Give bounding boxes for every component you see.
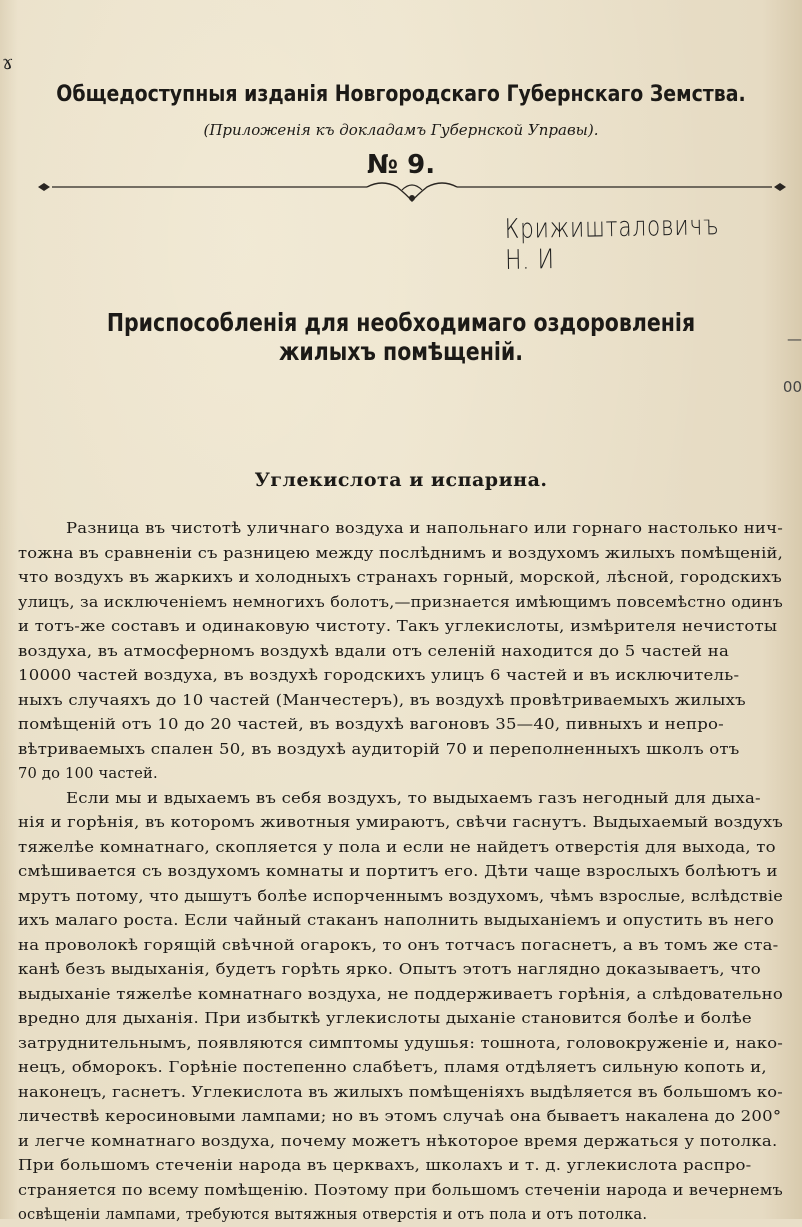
series-subtitle: (Приложенія къ докладамъ Губернской Управы). — [203, 121, 599, 139]
paragraph-line: помѣщеній отъ 10 до 20 частей, въ воздухѣ вагоновъ 35—40, пивныхъ и непро- — [18, 715, 724, 733]
document-title: Приспособленія для необходимаго оздоровленія жилыхъ помѣщеній. — [106, 308, 696, 366]
paragraph-line: 10000 частей воздуха, въ воздухѣ городскихъ улицъ 6 частей и въ исключитель- — [18, 666, 740, 684]
paragraph-line: Если мы и вдыхаемъ въ себя воздухъ, то выдыхаемъ газъ негодный для дыха- — [66, 788, 761, 807]
paragraph-line: вредно для дыханія. При избыткѣ углекислоты дыханіе становится болѣе и болѣе — [18, 1009, 752, 1027]
issue-number: № 9. — [366, 150, 436, 180]
paragraph-line: тожна въ сравненіи съ разницею между послѣднимъ и воздухомъ жилыхъ помѣщеній, — [18, 543, 784, 562]
body-text — [18, 516, 800, 1227]
paragraph-line: воздуха, въ атмосферномъ воздухѣ вдали отъ селеній находится до 5 частей на — [18, 641, 730, 660]
paragraph-line: тяжелѣе комнатнаго, скопляется у пола и если не найдетъ отверстія для выхода, то — [18, 837, 776, 856]
paragraph-line: При большомъ стеченіи народа въ церквахъ, школахъ и т. д. углекислота распро- — [18, 1156, 752, 1174]
paragraph-line: смѣшивается съ воздухомъ комнаты и портитъ его. Дѣти чаще взрослыхъ болѣютъ и — [18, 862, 778, 880]
bleed-through-mark: — — [787, 330, 802, 348]
paragraph-line: вѣтриваемыхъ спален 50, въ воздухѣ аудиторій 70 и переполненныхъ школъ отъ — [18, 739, 740, 758]
paragraph-line: выдыханіе тяжелѣе комнатнаго воздуха, не поддерживаетъ горѣнія, а слѣдовательно — [18, 984, 783, 1003]
paragraph-line: нецъ, обморокъ. Горѣніе постепенно слабѣетъ, пламя отдѣляетъ сильную копоть и, — [18, 1058, 767, 1076]
paragraph-line: канѣ безъ выдыханія, будетъ горѣть ярко. Опытъ этотъ наглядно доказываетъ, что — [18, 960, 761, 978]
paragraph-line: освѣщеніи лампами, требуются вытяжныя отверстія и отъ пола и отъ потолка. — [18, 1205, 648, 1223]
paragraph-line: мрутъ потому, что дышутъ болѣе испорченнымъ воздухомъ, чѣмъ взрослые, вслѣдствіе — [18, 886, 783, 905]
paragraph-line: улицъ, за исключеніемъ немногихъ болотъ,—признается имѣющимъ повсемѣстно одинъ — [18, 592, 783, 611]
paragraph-line: Разница въ чистотѣ уличнаго воздуха и напольнаго или горнаго настолько нич- — [66, 519, 784, 537]
paragraph-line: и тотъ-же составъ и одинаковую чистоту. Такъ углекислоты, измѣрителя нечистоты — [18, 617, 778, 635]
section-heading: Углекислота и испарина. — [254, 469, 548, 491]
paragraph-line: 70 до 100 частей. — [18, 764, 158, 782]
paragraph-line: на проволокѣ горящій свѣчной огарокъ, то онъ тотчасъ погаснетъ, а въ томъ же ста- — [18, 935, 779, 954]
paragraph-line: и легче комнатнаго воздуха, почему можетъ нѣкоторое время держаться у потолка. — [18, 1131, 778, 1150]
paragraph-line: затруднительнымъ, появляются симптомы удушья: тошнота, головокруженіе и, нако- — [18, 1033, 784, 1052]
paragraph-line: страняется по всему помѣщенію. Поэтому при большомъ стеченіи народа и вечернемъ — [18, 1180, 784, 1199]
paragraph-line: личествѣ керосиновыми лампами; но въ этомъ случаѣ она бываетъ накалена до 200° — [18, 1107, 782, 1125]
handwritten-signature: Крижишталовичъ Н. И — [504, 210, 720, 276]
paragraph-line: что воздухъ въ жаркихъ и холодныхъ странахъ горный, морской, лѣсной, городскихъ — [18, 568, 782, 586]
paragraph-line: ихъ малаго роста. Если чайный стаканъ наполнить выдыханіемъ и опустить въ него — [18, 911, 775, 929]
paragraph-line: наконецъ, гаснетъ. Углекислота въ жилыхъ помѣщеніяхъ выдѣляется въ большомъ ко- — [18, 1082, 783, 1101]
paragraph-line: нія и горѣнія, въ которомъ животныя умираютъ, свѣчи гаснутъ. Выдыхаемый воздухъ — [18, 813, 783, 831]
series-title: Общедоступныя изданія Новгородскаго Губернскаго Земства. — [56, 82, 746, 107]
paragraph-line: ныхъ случаяхъ до 10 частей (Манчестеръ), въ воздухѣ провѣтриваемыхъ жилыхъ — [18, 690, 746, 709]
margin-mark: ɤ — [2, 50, 14, 74]
bleed-through-mark: 00 — [782, 378, 802, 396]
ornament-divider-icon — [32, 178, 792, 208]
